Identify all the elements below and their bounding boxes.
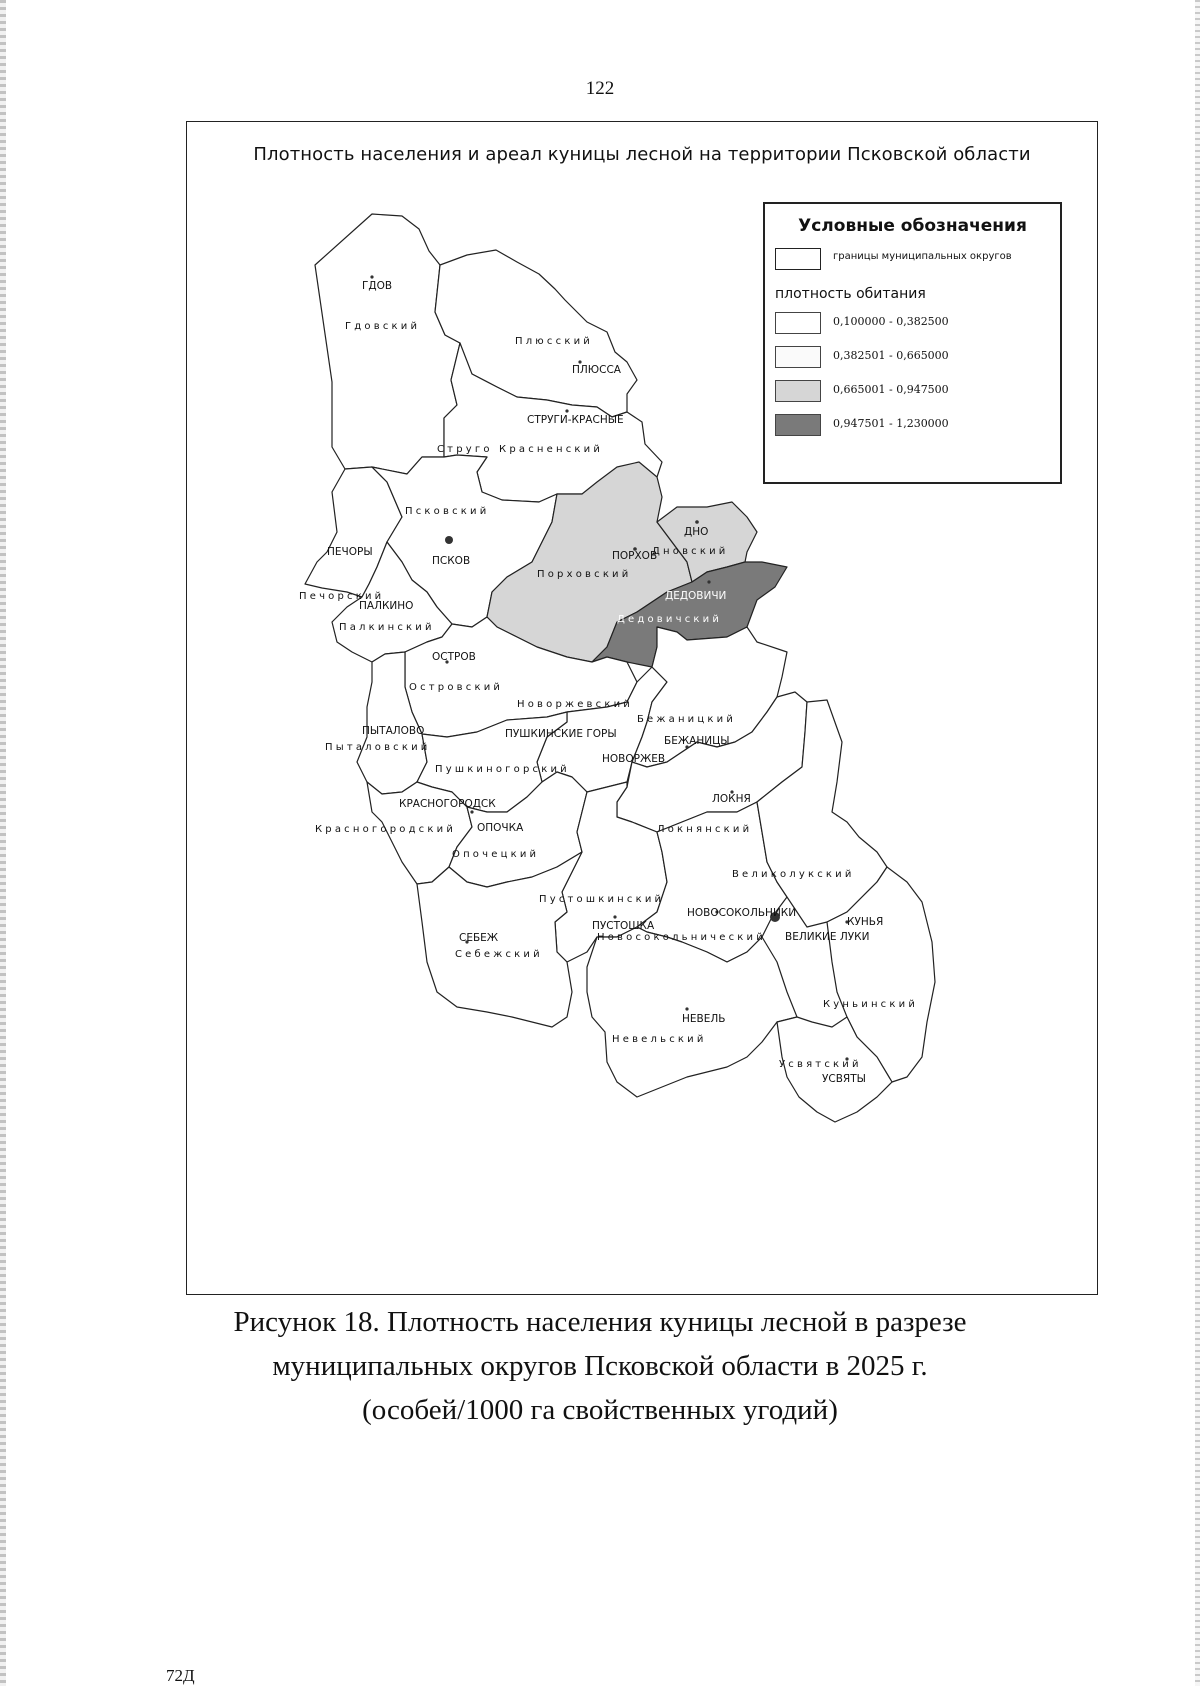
map-legend [763,202,1062,484]
town-novorzhev: НОВОРЖЕВ [602,753,666,765]
legend-boundary-label: границы муниципальных округов [833,251,1012,262]
legend-swatch-3 [775,380,821,402]
page-number: 122 [585,78,615,99]
legend-class-2 [775,346,1055,370]
scan-edge-left [0,0,6,1686]
town-dno: ДНО [684,526,709,538]
label-ostrovsky: Островский [409,682,504,693]
figure-caption [0,1300,1200,1432]
district-gdovsky [315,214,460,474]
label-strugo: Струго Красненский [437,444,604,455]
legend-swatch-2 [775,346,821,368]
town-sebezh: СЕБЕЖ [459,932,499,944]
town-nevel: НЕВЕЛЬ [682,1013,726,1025]
footer-code: 72Д [166,1666,195,1685]
town-pustoshka: ПУСТОШКА [592,920,655,932]
town-porkhov: ПОРХОВ [612,550,658,562]
legend-class-4 [775,414,1055,438]
town-pskov: ПСКОВ [432,555,471,567]
legend-swatch-1 [775,312,821,334]
caption-line-1: Рисунок 18. Плотность населения куницы лесной в разрезе [233,1306,967,1338]
label-dnovsky: Дновский [652,546,729,557]
town-pushkinskie-gory: ПУШКИНСКИЕ ГОРЫ [505,728,617,740]
town-dedovichi: ДЕДОВИЧИ [665,590,727,602]
town-gdov: ГДОВ [362,280,393,292]
label-lokniansky: Локнянский [657,824,753,835]
legend-density-subtitle: плотность обитания [775,286,926,302]
map-title: Плотность населения и ареал куницы лесной на территории Псковской области [253,144,1031,165]
legend-label-2: 0,382501 - 0,665000 [833,349,949,362]
label-pytalovsky: Пыталовский [325,742,431,753]
legend-label-1: 0,100000 - 0,382500 [833,315,949,328]
label-velikoluksky: Великолукский [732,869,855,880]
town-kunya: КУНЬЯ [847,916,884,928]
label-porkhovsky: Порховский [537,569,632,580]
town-velikie-luki: ВЕЛИКИЕ ЛУКИ [785,931,870,943]
label-sebezhsky: Себежский [455,949,543,960]
town-novosokolniki: НОВОСОКОЛЬНИКИ [687,907,797,919]
label-gdovsky: Гдовский [345,321,421,332]
town-krasnogorodsk: КРАСНОГОРОДСК [399,798,496,810]
legend-boundary-row [775,248,1055,272]
label-dedovichsky: Дедовичский [617,614,723,625]
label-pskovsky: Псковский [405,506,490,517]
legend-boundary-swatch [775,248,821,270]
label-novorzhevsky: Новоржевский [517,699,633,710]
town-plyussa: ПЛЮССА [572,364,621,376]
district-nevelsky [587,927,797,1097]
legend-title: Условные обозначения [798,216,1027,236]
legend-swatch-4 [775,414,821,436]
caption-line-2: муниципальных округов Псковской области в 2025 г. [272,1350,928,1382]
legend-label-4: 0,947501 - 1,230000 [833,417,949,430]
town-bezhanitsy: БЕЖАНИЦЫ [664,735,730,747]
scan-edge-right [1195,0,1200,1686]
map-figure-frame [186,121,1098,1295]
legend-class-3 [775,380,1055,404]
town-pechory: ПЕЧОРЫ [327,546,373,558]
label-bezhanitsky: Бежаницкий [637,714,737,725]
caption-line-3: (особей/1000 га свойственных угодий) [362,1394,838,1426]
label-plyussky: Плюсский [515,336,593,347]
label-nevelsky: Невельский [612,1034,707,1045]
town-strugi: СТРУГИ-КРАСНЫЕ [527,414,624,426]
town-opochka: ОПОЧКА [477,822,524,834]
town-loknya: ЛОКНЯ [712,793,751,805]
label-kuninsky: Куньинский [823,999,919,1010]
town-usvyaty: УСВЯТЫ [822,1073,866,1085]
legend-label-3: 0,665001 - 0,947500 [833,383,949,396]
label-pustoshkinsky: Пустошкинский [539,894,665,905]
town-palkino: ПАЛКИНО [359,600,414,612]
town-pytalovo: ПЫТАЛОВО [362,725,425,737]
label-pushkinogorsky: Пушкиногорский [435,764,570,775]
label-usvyatsky: Усвятский [779,1059,862,1070]
legend-class-1 [775,312,1055,336]
label-krasnogorodsky: Красногородский [315,824,457,835]
label-opochetsky: Опочецкий [452,849,540,860]
label-pechorsky: Печорский [299,591,385,602]
label-palkinsky: Палкинский [339,622,435,633]
town-ostrov: ОСТРОВ [432,651,476,663]
label-novosokolnichesky: Новосокольнический [597,932,766,943]
